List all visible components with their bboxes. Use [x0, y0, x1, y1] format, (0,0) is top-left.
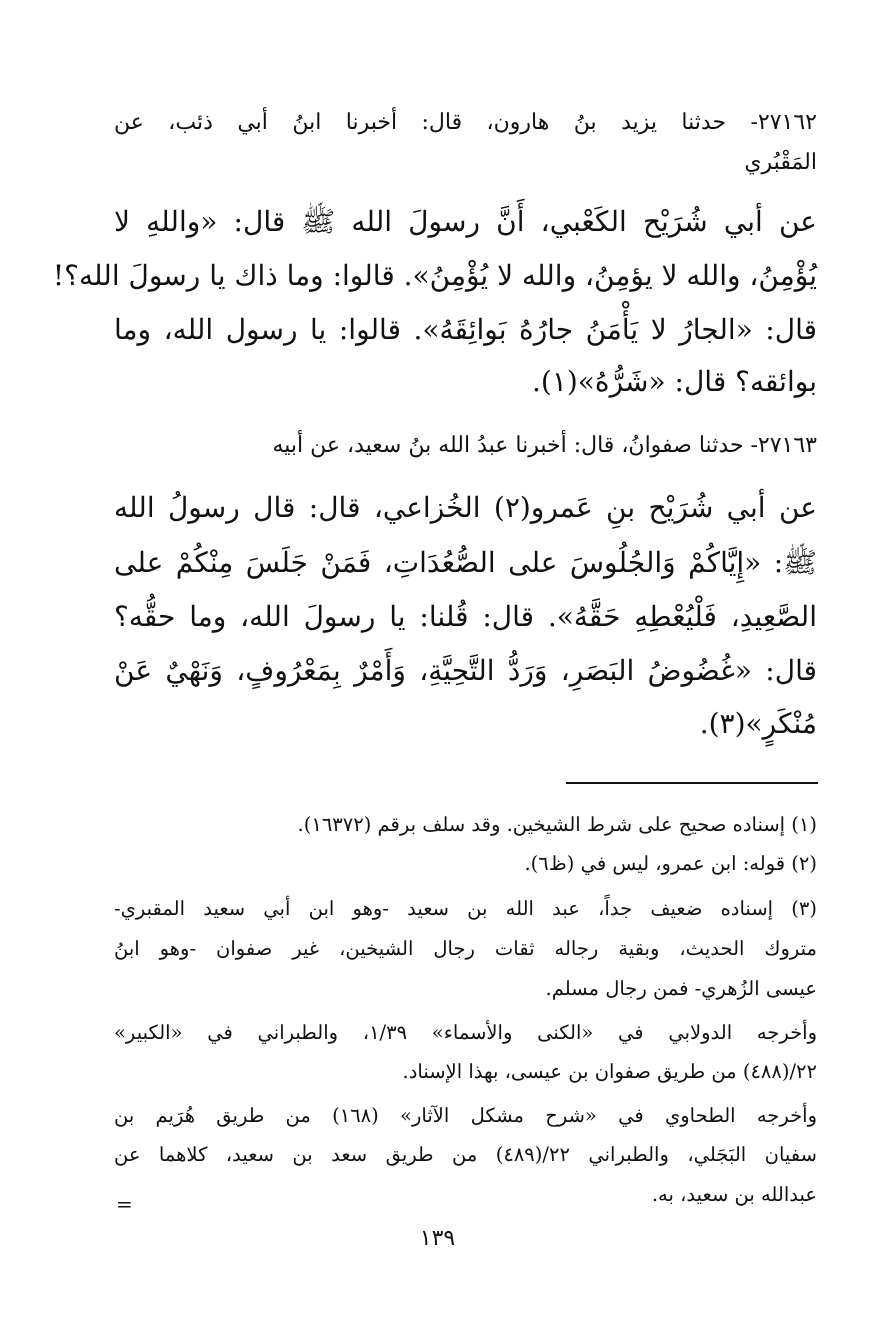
footnote-3-line-2: متروك الحديث، وبقية رجاله ثقات رجال الشيخين، غير صفوان -وهو ابنُ [114, 937, 817, 960]
footnote-3-line-3: عيسى الزُهري- فمن رجال مسلم. [545, 977, 817, 1000]
hadith-27162-text-line-1: عن أبي شُرَيْح الكَعْبي، أَنَّ رسولَ الله ﷺ قال: «واللهِ لا [114, 205, 817, 238]
hadith-27162-text-line-3: قال: «الجارُ لا يَأْمَنُ جارُهُ بَوائِقَهُ». قالوا: يا رسول الله، وما [114, 313, 818, 346]
footnote-1: (١) إسناده صحيح على شرط الشيخين. وقد سلف برقم (١٦٣٧٢). [297, 813, 817, 836]
hadith-27163-text-line-5: مُنْكَرٍ»(٣). [699, 707, 817, 740]
footnote-3-line-8: عبدالله بن سعيد، به. [651, 1183, 817, 1206]
footnote-3-line-1: (٣) إسناده ضعيف جداً، عبد الله بن سعيد -وهو ابن أبي سعيد المقبري- [114, 897, 817, 920]
footnote-2: (٢) قوله: ابن عمرو، ليس في (ظ٦). [524, 852, 817, 875]
footnote-separator [566, 782, 818, 784]
hadith-27163-text-line-1: عن أبي شُرَيْح بنِ عَمرو(٢) الخُزاعي، قال: قال رسولُ الله [114, 491, 817, 524]
continuation-mark: = [116, 1192, 133, 1216]
page-number: ١٣٩ [419, 1226, 456, 1251]
footnote-3-line-7: سفيان البَجَلي، والطبراني ٢٢/(٤٨٩) من طريق سعد بن سعيد، كلاهما عن [114, 1143, 817, 1166]
hadith-27163-chain-line-1: ٢٧١٦٣- حدثنا صفوانُ، قال: أخبرنا عبدُ الله بنُ سعيد، عن أبيه [272, 433, 817, 458]
footnote-3-line-4: وأخرجه الدولابي في «الكنى والأسماء» ١/٣٩، والطبراني في «الكبير» [114, 1021, 818, 1044]
hadith-27162-chain-line-1: ٢٧١٦٢- حدثنا يزيد بنُ هارون، قال: أخبرنا ابنُ أبي ذئب، عن [114, 110, 817, 135]
hadith-27162-text-line-2: يُؤْمِنُ، والله لا يؤمِنُ، والله لا يُؤْمِنُ». قالوا: وما ذاك يا رسولَ الله؟! [52, 259, 817, 292]
hadith-27163-text-line-4: قال: «غُضُوضُ البَصَرِ، وَرَدُّ التَّحِيَّةِ، وَأَمْرٌ بِمَعْرُوفٍ، وَنَهْيٌ عَنْ [114, 654, 817, 687]
hadith-27162-chain-line-2: المَقْبُري [744, 150, 817, 175]
hadith-27162-text-line-4: بوائقه؟ قال: «شَرُّهُ»(١). [531, 365, 817, 398]
footnote-3-line-5: ٢٢/(٤٨٨) من طريق صفوان بن عيسى، بهذا الإسناد. [402, 1060, 817, 1083]
hadith-27163-text-line-2: ﷺ: «إِيَّاكُمْ وَالجُلُوسَ على الصُّعُدَاتِ، فَمَنْ جَلَسَ مِنْكُمْ على [114, 546, 817, 579]
hadith-27163-text-line-3: الصَّعِيدِ، فَلْيُعْطِهِ حَقَّهُ». قال: قُلنا: يا رسولَ الله، وما حقُّه؟ [114, 600, 817, 633]
footnote-3-line-6: وأخرجه الطحاوي في «شرح مشكل الآثار» (١٦٨) من طريق هُرَيم بن [114, 1104, 817, 1127]
